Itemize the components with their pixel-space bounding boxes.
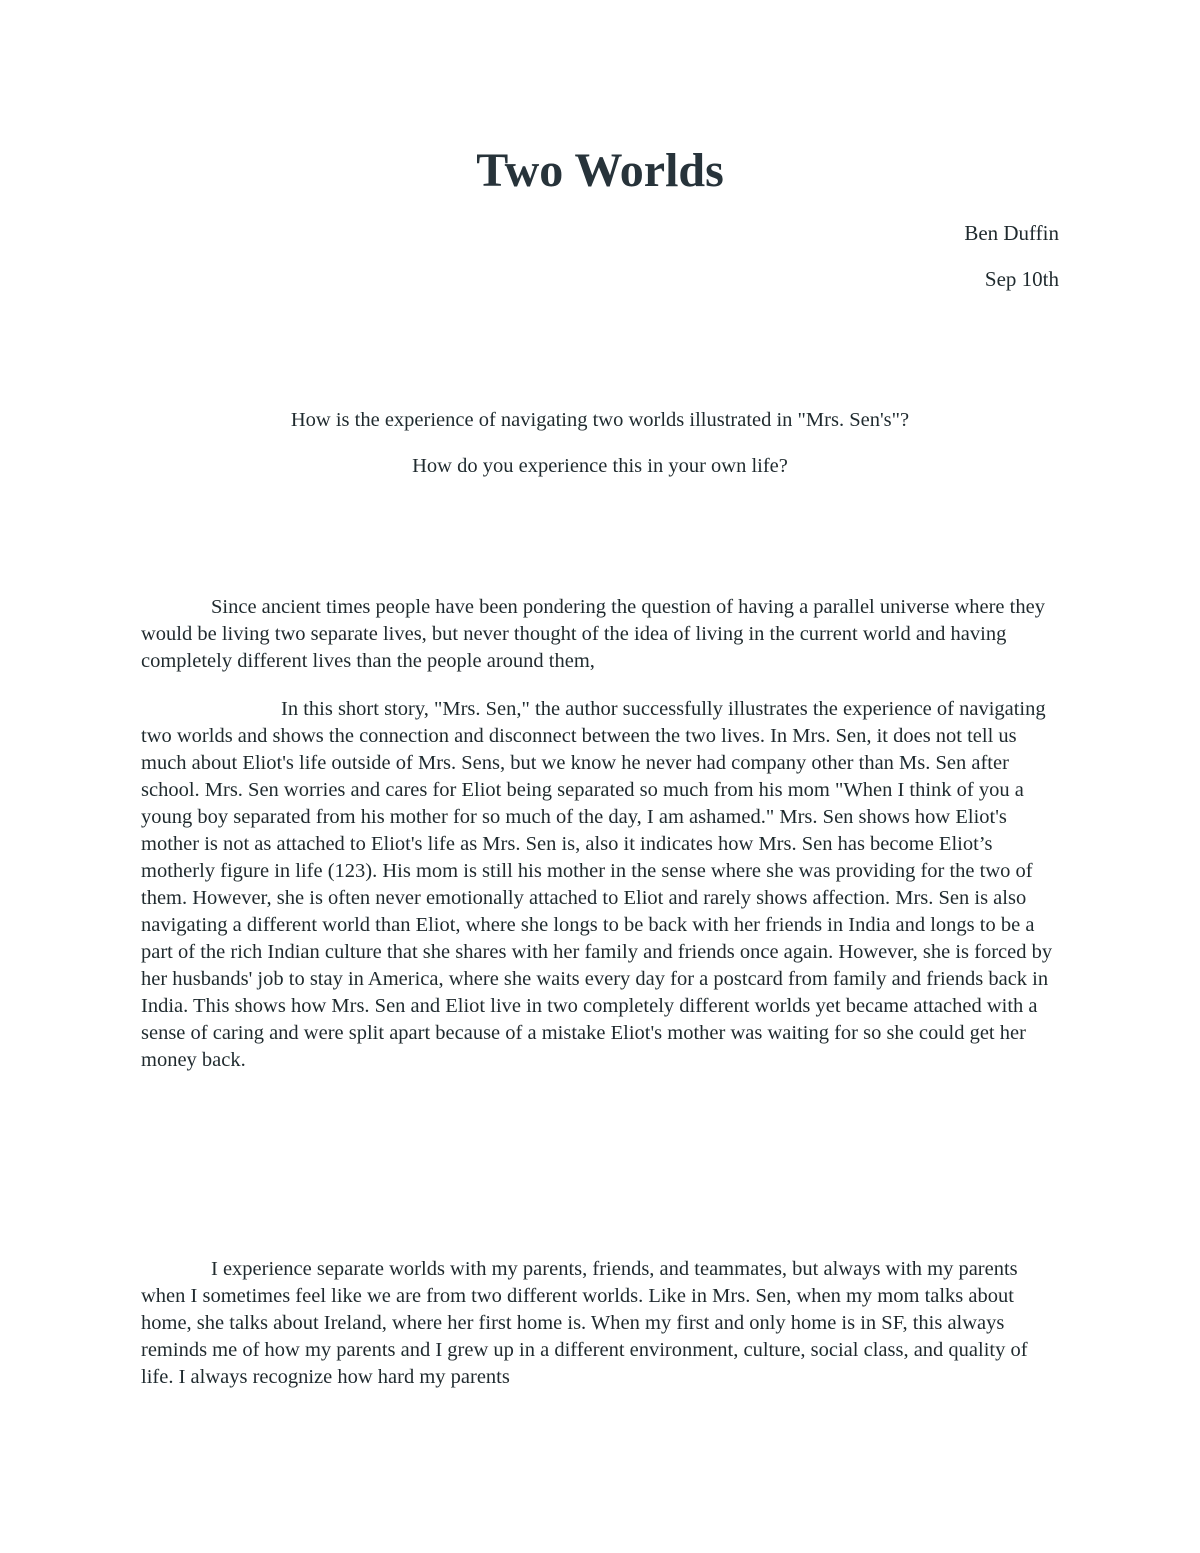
intro-paragraph: Since ancient times people have been pondering the question of having a parallel universe where they would be living two separate lives, but never thought of the idea of living in the current world and having completely different lives than the people around them, [141,596,1045,672]
analysis-paragraph: In this short story, "Mrs. Sen," the author successfully illustrates the experience of navigating two worlds and shows the connection and disconnect between the two lives. In Mrs. Sen, it does not tell us much about Eliot's life outside of Mrs. Sens, but we know he never had company other than Ms. Sen after school. Mrs. Sen worries and cares for Eliot being separated so much from his mom "When I think of you a young boy separated from his mother for so much of the day, I am ashamed." Mrs. Sen shows how Eliot's mother is not as attached to Eliot's life as Mrs. Sen is, also it indicates how Mrs. Sen has become Eliot’s motherly figure in life (123). His mom is still his mother in the sense where she was providing for the two of them. However, she is often never emotionally attached to Eliot and rarely shows affection. Mrs. Sen is also navigating a different world than Eliot, where she longs to be back with her friends in India and longs to be a part of the rich Indian culture that she shares with her family and friends once again. However, she is forced by her husbands' job to stay in America, where she waits every day for a postcard from family and friends back in India. This shows how Mrs. Sen and Eliot live in two completely different worlds yet became attached with a sense of caring and were split apart because of a mistake Eliot's mother was waiting for so she could get her money back. [141,698,1053,1071]
personal-paragraph: I experience separate worlds with my parents, friends, and teammates, but always with my parents when I sometimes feel like we are from two different worlds. Like in Mrs. Sen, when my mom talks about home, she talks about Ireland, where her first home is. When my first and only home is in SF, this always reminds me of how my parents and I grew up in a different environment, culture, social class, and quality of life. I always recognize how hard my parents [141,1258,1028,1388]
author-name: Ben Duffin [964,221,1059,245]
prompt-question-2: How do you experience this in your own life? [412,455,788,477]
document-title: Two Worlds [476,144,724,197]
prompt-question-1: How is the experience of navigating two worlds illustrated in "Mrs. Sen's"? [290,409,910,431]
document-date: Sep 10th [984,267,1059,291]
